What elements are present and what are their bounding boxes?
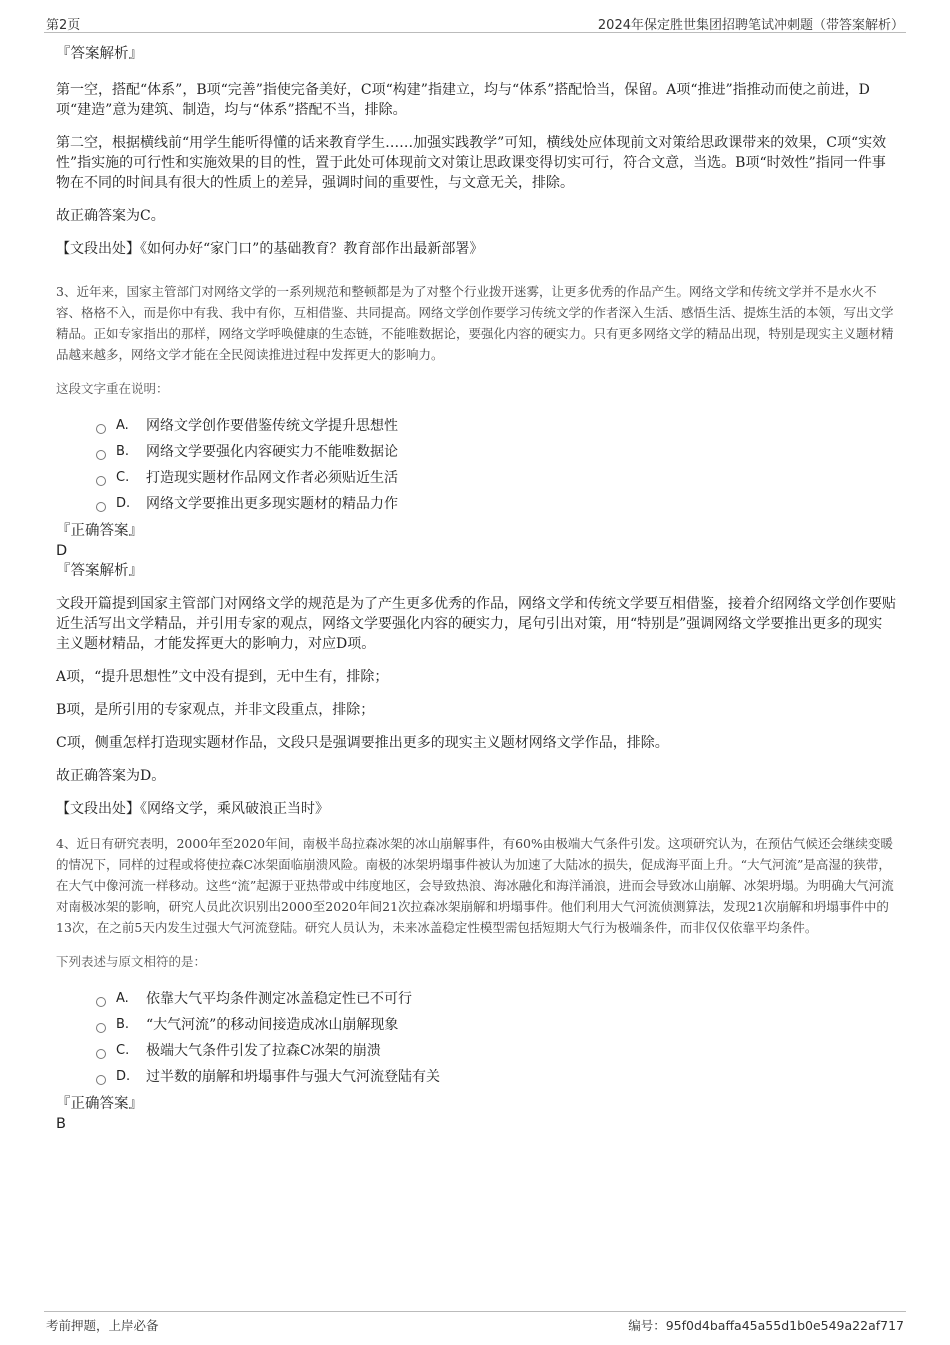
radio-icon[interactable] xyxy=(96,424,106,434)
radio-icon[interactable] xyxy=(96,502,106,512)
analysis-paragraph: A项，“提升思想性”文中没有提到，无中生有，排除； xyxy=(56,669,389,685)
page-number: 第2页 xyxy=(46,18,81,33)
answer-conclusion: 故正确答案为C。 xyxy=(56,208,165,224)
footer-slogan: 考前押题，上岸必备 xyxy=(46,1318,159,1333)
radio-icon[interactable] xyxy=(96,1075,106,1085)
option-text: 打造现实题材作品网文作者必须贴近生活 xyxy=(146,470,398,486)
option-text: 依靠大气平均条件测定冰盖稳定性已不可行 xyxy=(146,991,412,1007)
option-text: 网络文学要强化内容硬实力不能唯数据论 xyxy=(146,444,398,460)
document-title: 2024年保定胜世集团招聘笔试冲刺题（带答案解析） xyxy=(597,18,904,33)
correct-answer-label: 『正确答案』 xyxy=(56,1096,143,1112)
correct-answer-label: 『正确答案』 xyxy=(56,523,143,539)
option-text: “大气河流”的移动间接造成冰山崩解现象 xyxy=(146,1017,399,1033)
radio-icon[interactable] xyxy=(96,450,106,460)
answer-conclusion: 故正确答案为D。 xyxy=(56,768,166,784)
page-footer xyxy=(44,1311,906,1334)
previous-question-analysis xyxy=(56,44,896,259)
option-text: 网络文学要推出更多现实题材的精品力作 xyxy=(146,496,398,512)
analysis-label: 『答案解析』 xyxy=(56,46,143,62)
analysis-paragraph: B项，是所引用的专家观点，并非文段重点，排除； xyxy=(56,702,375,718)
document-code: 编号：95f0d4baffa45a55d1b0e549a22af717 xyxy=(628,1318,904,1333)
option-a[interactable]: A. 依靠大气平均条件测定冰盖稳定性已不可行 xyxy=(96,986,896,1012)
page-content xyxy=(56,44,896,1134)
option-list xyxy=(56,413,896,517)
analysis-paragraph: 第一空，搭配“体系”，B项“完善”指使完备美好，C项“构建”指建立，均与“体系”搭配恰当，保留。A项“推进”指推动而使之前进，D项“建造”意为建筑、制造，均与“体系”搭配不当，排除。 xyxy=(56,82,870,118)
question-stem: 3、近年来，国家主管部门对网络文学的一系列规范和整顿都是为了对整个行业拨开迷雾，让更多优秀的作品产生。网络文学和传统文学并不是水火不容、格格不入，而是你中有我、我中有你，互相借鉴、共同提高。网络文学创作要学习传统文学的作者深入生活、感悟生活、提炼生活的本领，写出文学精品。正如专家指出的那样，网络文学呼唤健康的生态链，不能唯数据论，要强化内容的硬实力。只有更多网络文学的精品出现，特别是现实主义题材精品越来越多，网络文学才能在全民阅读推进过程中发挥更大的影响力。 xyxy=(56,284,894,362)
option-text: 极端大气条件引发了拉森C冰架的崩溃 xyxy=(146,1043,381,1059)
analysis-paragraph: 文段开篇提到国家主管部门对网络文学的规范是为了产生更多优秀的作品，网络文学和传统文学要互相借鉴，接着介绍网络文学创作要贴近生活写出文学精品，并引用专家的观点，网络文学要强化内容的硬实力，尾句引出对策，用“特别是”强调网络文学要推出更多的现实主义题材精品，才能发挥更大的影响力，对应D项。 xyxy=(56,596,896,652)
analysis-label: 『答案解析』 xyxy=(56,563,143,579)
option-text: 网络文学创作要借鉴传统文学提升思想性 xyxy=(146,418,398,434)
radio-icon[interactable] xyxy=(96,997,106,1007)
radio-icon[interactable] xyxy=(96,476,106,486)
analysis-paragraph: C项，侧重怎样打造现实题材作品，文段只是强调要推出更多的现实主义题材网络文学作品，排除。 xyxy=(56,735,669,751)
page-header xyxy=(44,14,906,33)
option-b[interactable]: B. 网络文学要强化内容硬实力不能唯数据论 xyxy=(96,439,896,465)
option-list xyxy=(56,986,896,1090)
source-citation: 【文段出处】《网络文学，乘风破浪正当时》 xyxy=(56,801,329,817)
correct-answer: B xyxy=(56,1116,66,1132)
question-stem: 4、近日有研究表明，2000年至2020年间，南极半岛拉森冰架的冰山崩解事件，有60%由极端大气条件引发。这项研究认为，在预估气候还会继续变暖的情况下，同样的过程或将使拉森C冰架面临崩溃风险。南极的冰架坍塌事件被认为加速了大陆冰的损失，促成海平面上升。“大气河流”是高湿的狭带，在大气中像河流一样移动。这些“流”起源于亚热带或中纬度地区，会导致热浪、海冰融化和海洋涌浪，进而会导致冰山崩解、冰架坍塌。为明确大气河流对南极冰架的影响，研究人员此次识别出2000至2020年间21次拉森冰架崩解和坍塌事件。他们利用大气河流侦测算法，发现21次崩解和坍塌事件中的13次，在之前5天内发生过强大气河流登陆。研究人员认为，未来冰盖稳定性模型需包括短期大气行为极端条件，而非仅仅依靠平均条件。 xyxy=(56,836,894,935)
question-prompt: 下列表述与原文相符的是： xyxy=(56,954,207,969)
option-text: 过半数的崩解和坍塌事件与强大气河流登陆有关 xyxy=(146,1069,440,1085)
radio-icon[interactable] xyxy=(96,1023,106,1033)
radio-icon[interactable] xyxy=(96,1049,106,1059)
option-d[interactable]: D. 网络文学要推出更多现实题材的精品力作 xyxy=(96,491,896,517)
option-b[interactable]: B. “大气河流”的移动间接造成冰山崩解现象 xyxy=(96,1012,896,1038)
question-prompt: 这段文字重在说明： xyxy=(56,381,169,396)
question-3 xyxy=(56,281,896,819)
source-citation: 【文段出处】《如何办好“家门口”的基础教育？教育部作出最新部署》 xyxy=(56,241,484,257)
option-a[interactable]: A. 网络文学创作要借鉴传统文学提升思想性 xyxy=(96,413,896,439)
option-d[interactable]: D. 过半数的崩解和坍塌事件与强大气河流登陆有关 xyxy=(96,1064,896,1090)
analysis-paragraph: 第二空，根据横线前“用学生能听得懂的话来教育学生……加强实践教学”可知，横线处应体现前文对策给思政课带来的效果，C项“实效性”指实施的可行性和实施效果的目的性，置于此处可体现前文对策让思政课变得切实可行，符合文意，当选。B项“时效性”指同一件事物在不同的时间具有很大的性质上的差异，强调时间的重要性，与文意无关，排除。 xyxy=(56,135,887,191)
question-4 xyxy=(56,833,896,1134)
option-c[interactable]: C. 极端大气条件引发了拉森C冰架的崩溃 xyxy=(96,1038,896,1064)
correct-answer: D xyxy=(56,543,68,559)
option-c[interactable]: C. 打造现实题材作品网文作者必须贴近生活 xyxy=(96,465,896,491)
